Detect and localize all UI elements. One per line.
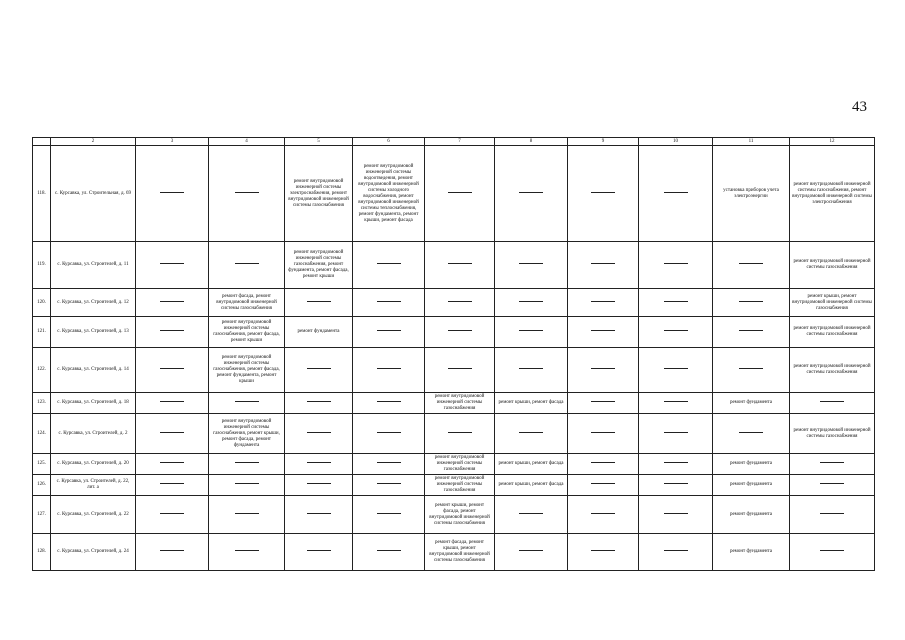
empty-dash-cell xyxy=(353,348,425,393)
empty-dash-cell xyxy=(568,454,639,475)
dash-mark xyxy=(664,462,688,463)
table-row xyxy=(33,289,875,317)
empty-dash-cell xyxy=(136,534,209,571)
work-type-cell: установка приборов учета электроэнергии xyxy=(713,146,790,242)
empty-dash-cell xyxy=(713,289,790,317)
row-number: 118. xyxy=(33,146,51,242)
dash-mark xyxy=(307,432,331,433)
empty-dash-cell xyxy=(425,414,495,454)
empty-dash-cell xyxy=(713,242,790,289)
empty-dash-cell xyxy=(136,496,209,534)
empty-dash-cell xyxy=(568,393,639,414)
dash-mark xyxy=(235,513,259,514)
empty-dash-cell xyxy=(136,242,209,289)
work-type-cell: ремонт крыши, ремонт фасада xyxy=(495,475,568,496)
dash-mark xyxy=(664,368,688,369)
work-type-cell: ремонт фундамента xyxy=(713,475,790,496)
empty-dash-cell xyxy=(136,454,209,475)
page-number: 43 xyxy=(852,99,867,115)
empty-dash-cell xyxy=(209,496,285,534)
dash-mark xyxy=(519,550,543,551)
empty-dash-cell xyxy=(136,348,209,393)
dash-mark xyxy=(519,301,543,302)
work-type-cell: ремонт крыши, ремонт фасада xyxy=(495,454,568,475)
dash-mark xyxy=(160,401,184,402)
table-row xyxy=(33,414,875,454)
dash-mark xyxy=(307,368,331,369)
work-type-cell: ремонт фундамента xyxy=(285,317,353,348)
dash-mark xyxy=(591,513,615,514)
empty-dash-cell xyxy=(353,289,425,317)
dash-mark xyxy=(307,462,331,463)
column-number-cell: 2 xyxy=(51,138,136,146)
empty-dash-cell xyxy=(713,317,790,348)
dash-mark xyxy=(591,432,615,433)
dash-mark xyxy=(820,462,844,463)
dash-mark xyxy=(820,401,844,402)
dash-mark xyxy=(448,192,472,193)
empty-dash-cell xyxy=(285,348,353,393)
empty-dash-cell xyxy=(639,454,713,475)
empty-dash-cell xyxy=(209,534,285,571)
table-row xyxy=(33,146,875,242)
empty-dash-cell xyxy=(495,146,568,242)
row-number: 122. xyxy=(33,348,51,393)
empty-dash-cell xyxy=(790,475,875,496)
work-type-cell: ремонт внутридомовой инженерной системы газоснабжения xyxy=(425,454,495,475)
address-cell: с. Курсавка, ул. Строительная, д. 69 xyxy=(51,146,136,242)
empty-dash-cell xyxy=(285,454,353,475)
empty-dash-cell xyxy=(425,289,495,317)
row-number: 124. xyxy=(33,414,51,454)
dash-mark xyxy=(377,368,401,369)
empty-dash-cell xyxy=(639,496,713,534)
dash-mark xyxy=(739,368,763,369)
dash-mark xyxy=(664,550,688,551)
empty-dash-cell xyxy=(713,348,790,393)
empty-dash-cell xyxy=(713,414,790,454)
work-type-cell: ремонт внутридомовой инженерной системы газоснабжения xyxy=(790,317,875,348)
dash-mark xyxy=(377,401,401,402)
dash-mark xyxy=(235,462,259,463)
dash-mark xyxy=(820,513,844,514)
empty-dash-cell xyxy=(285,289,353,317)
empty-dash-cell xyxy=(285,496,353,534)
dash-mark xyxy=(739,263,763,264)
row-number: 123. xyxy=(33,393,51,414)
dash-mark xyxy=(591,368,615,369)
work-type-cell: ремонт фундамента xyxy=(713,496,790,534)
work-type-cell: ремонт внутридомовой инженерной системы газоснабжения, ремонт фасада, ремонт крыши xyxy=(209,317,285,348)
dash-mark xyxy=(591,462,615,463)
dash-mark xyxy=(591,330,615,331)
dash-mark xyxy=(160,432,184,433)
dash-mark xyxy=(664,301,688,302)
row-number: 120. xyxy=(33,289,51,317)
dash-mark xyxy=(377,513,401,514)
empty-dash-cell xyxy=(353,454,425,475)
column-number-cell: 9 xyxy=(568,138,639,146)
empty-dash-cell xyxy=(495,317,568,348)
work-type-cell: ремонт фасада, ремонт крыши, ремонт внутридомовой инженерной системы газоснабжения xyxy=(425,534,495,571)
dash-mark xyxy=(307,550,331,551)
empty-dash-cell xyxy=(285,534,353,571)
row-number: 119. xyxy=(33,242,51,289)
address-cell: с. Курсавка, ул. Строителей, д. 22 xyxy=(51,496,136,534)
dash-mark xyxy=(160,550,184,551)
work-type-cell: ремонт фасада, ремонт внутридомовой инженерной системы газоснабжения xyxy=(209,289,285,317)
work-type-cell: ремонт крыши, ремонт фасада xyxy=(495,393,568,414)
row-number: 121. xyxy=(33,317,51,348)
dash-mark xyxy=(307,483,331,484)
address-cell: с. Курсавка, ул. Строителей, д. 11 xyxy=(51,242,136,289)
empty-dash-cell xyxy=(285,393,353,414)
address-cell: с. Курсавка, ул. Строителей, д. 13 xyxy=(51,317,136,348)
empty-dash-cell xyxy=(353,414,425,454)
work-type-cell: ремонт внутридомовой инженерной системы газоснабжения, ремонт внутридомовой инженерной системы электроснабжения xyxy=(790,146,875,242)
column-number-cell: 6 xyxy=(353,138,425,146)
dash-mark xyxy=(307,301,331,302)
dash-mark xyxy=(739,301,763,302)
repair-schedule-table xyxy=(32,137,875,571)
dash-mark xyxy=(448,330,472,331)
empty-dash-cell xyxy=(790,496,875,534)
dash-mark xyxy=(160,330,184,331)
dash-mark xyxy=(664,401,688,402)
column-number-cell: 5 xyxy=(285,138,353,146)
empty-dash-cell xyxy=(209,475,285,496)
dash-mark xyxy=(664,483,688,484)
work-type-cell: ремонт внутридомовой инженерной системы газоснабжения xyxy=(790,242,875,289)
address-cell: с. Курсавка, ул. Строителей, д. 14 xyxy=(51,348,136,393)
dash-mark xyxy=(591,301,615,302)
column-number-cell: 12 xyxy=(790,138,875,146)
table-row xyxy=(33,534,875,571)
dash-mark xyxy=(377,301,401,302)
address-cell: с. Курсавка, ул. Строителей, д. 18 xyxy=(51,393,136,414)
empty-dash-cell xyxy=(285,475,353,496)
empty-dash-cell xyxy=(425,348,495,393)
dash-mark xyxy=(448,301,472,302)
work-type-cell: ремонт внутридомовой инженерной системы электроснабжения, ремонт внутридомовой инженерной системы газоснабжения xyxy=(285,146,353,242)
work-type-cell: ремонт внутридомовой инженерной системы водоотведения, ремонт внутридомовой инженерной системы холодного водоснабжения, ремонт внутридомовой инженерной системы теплоснабжения, ремонт фундамента, ремонт крыши, ремонт фасада xyxy=(353,146,425,242)
empty-dash-cell xyxy=(495,414,568,454)
dash-mark xyxy=(591,483,615,484)
work-type-cell: ремонт внутридомовой инженерной системы газоснабжения xyxy=(425,475,495,496)
empty-dash-cell xyxy=(353,393,425,414)
address-cell: с. Курсавка, ул. Строителей, д. 2 xyxy=(51,414,136,454)
dash-mark xyxy=(519,368,543,369)
dash-mark xyxy=(160,263,184,264)
empty-dash-cell xyxy=(790,393,875,414)
empty-dash-cell xyxy=(568,289,639,317)
empty-dash-cell xyxy=(790,534,875,571)
table-row xyxy=(33,475,875,496)
table-row xyxy=(33,242,875,289)
empty-dash-cell xyxy=(639,414,713,454)
dash-mark xyxy=(519,263,543,264)
table-row xyxy=(33,496,875,534)
empty-dash-cell xyxy=(285,414,353,454)
empty-dash-cell xyxy=(209,146,285,242)
dash-mark xyxy=(739,330,763,331)
dash-mark xyxy=(519,330,543,331)
dash-mark xyxy=(448,368,472,369)
empty-dash-cell xyxy=(639,242,713,289)
dash-mark xyxy=(235,401,259,402)
dash-mark xyxy=(235,550,259,551)
dash-mark xyxy=(160,368,184,369)
empty-dash-cell xyxy=(639,289,713,317)
empty-dash-cell xyxy=(353,496,425,534)
work-type-cell: ремонт внутридомовой инженерной системы газоснабжения, ремонт фасада, ремонт фундамента, ремонт крыши xyxy=(209,348,285,393)
dash-mark xyxy=(591,263,615,264)
empty-dash-cell xyxy=(495,289,568,317)
dash-mark xyxy=(519,513,543,514)
dash-mark xyxy=(519,432,543,433)
empty-dash-cell xyxy=(495,496,568,534)
dash-mark xyxy=(591,192,615,193)
dash-mark xyxy=(591,550,615,551)
empty-dash-cell xyxy=(209,393,285,414)
dash-mark xyxy=(377,550,401,551)
dash-mark xyxy=(664,330,688,331)
work-type-cell: ремонт фундамента xyxy=(713,534,790,571)
work-type-cell: ремонт внутридомовой инженерной системы газоснабжения xyxy=(790,348,875,393)
empty-dash-cell xyxy=(353,534,425,571)
column-number-cell xyxy=(33,138,51,146)
dash-mark xyxy=(307,401,331,402)
empty-dash-cell xyxy=(495,534,568,571)
empty-dash-cell xyxy=(568,496,639,534)
empty-dash-cell xyxy=(568,414,639,454)
dash-mark xyxy=(235,192,259,193)
table-row xyxy=(33,348,875,393)
empty-dash-cell xyxy=(639,534,713,571)
empty-dash-cell xyxy=(136,289,209,317)
empty-dash-cell xyxy=(136,475,209,496)
dash-mark xyxy=(377,432,401,433)
column-number-cell: 7 xyxy=(425,138,495,146)
empty-dash-cell xyxy=(425,146,495,242)
empty-dash-cell xyxy=(639,317,713,348)
dash-mark xyxy=(160,513,184,514)
empty-dash-cell xyxy=(495,242,568,289)
dash-mark xyxy=(235,483,259,484)
empty-dash-cell xyxy=(495,348,568,393)
dash-mark xyxy=(519,192,543,193)
table-row xyxy=(33,454,875,475)
empty-dash-cell xyxy=(136,414,209,454)
dash-mark xyxy=(377,483,401,484)
dash-mark xyxy=(448,432,472,433)
dash-mark xyxy=(160,483,184,484)
dash-mark xyxy=(448,263,472,264)
empty-dash-cell xyxy=(568,348,639,393)
empty-dash-cell xyxy=(136,393,209,414)
empty-dash-cell xyxy=(568,534,639,571)
dash-mark xyxy=(377,263,401,264)
table-row xyxy=(33,317,875,348)
empty-dash-cell xyxy=(209,242,285,289)
empty-dash-cell xyxy=(209,454,285,475)
row-number: 127. xyxy=(33,496,51,534)
row-number: 128. xyxy=(33,534,51,571)
empty-dash-cell xyxy=(639,146,713,242)
address-cell: с. Курсавка, ул. Строителей, д. 24 xyxy=(51,534,136,571)
work-type-cell: ремонт крыши, ремонт фасада, ремонт внутридомовой инженерной системы газоснабжения xyxy=(425,496,495,534)
table-row xyxy=(33,393,875,414)
dash-mark xyxy=(377,462,401,463)
dash-mark xyxy=(160,301,184,302)
empty-dash-cell xyxy=(568,317,639,348)
address-cell: с. Курсавка, ул. Строителей, д. 22, лит. а xyxy=(51,475,136,496)
empty-dash-cell xyxy=(639,393,713,414)
column-number-header-row xyxy=(33,138,875,146)
column-number-cell: 8 xyxy=(495,138,568,146)
dash-mark xyxy=(307,513,331,514)
dash-mark xyxy=(664,263,688,264)
column-number-cell: 3 xyxy=(136,138,209,146)
row-number: 126. xyxy=(33,475,51,496)
work-type-cell: ремонт внутридомовой инженерной системы газоснабжения, ремонт крыши, ремонт фасада, ремонт фундамента xyxy=(209,414,285,454)
empty-dash-cell xyxy=(353,475,425,496)
empty-dash-cell xyxy=(568,146,639,242)
work-type-cell: ремонт фундамента xyxy=(713,454,790,475)
column-number-cell: 4 xyxy=(209,138,285,146)
empty-dash-cell xyxy=(136,317,209,348)
column-number-cell: 10 xyxy=(639,138,713,146)
empty-dash-cell xyxy=(425,317,495,348)
dash-mark xyxy=(160,462,184,463)
empty-dash-cell xyxy=(790,454,875,475)
dash-mark xyxy=(664,513,688,514)
empty-dash-cell xyxy=(353,317,425,348)
work-type-cell: ремонт крыши, ремонт внутридомовой инженерной системы газоснабжения xyxy=(790,289,875,317)
dash-mark xyxy=(820,550,844,551)
empty-dash-cell xyxy=(568,475,639,496)
empty-dash-cell xyxy=(568,242,639,289)
dash-mark xyxy=(739,432,763,433)
dash-mark xyxy=(591,401,615,402)
dash-mark xyxy=(160,192,184,193)
empty-dash-cell xyxy=(136,146,209,242)
address-cell: с. Курсавка, ул. Строителей, д. 20 xyxy=(51,454,136,475)
dash-mark xyxy=(235,263,259,264)
dash-mark xyxy=(820,483,844,484)
address-cell: с. Курсавка, ул. Строителей, д. 12 xyxy=(51,289,136,317)
dash-mark xyxy=(664,432,688,433)
work-type-cell: ремонт внутридомовой инженерной системы газоснабжения xyxy=(425,393,495,414)
empty-dash-cell xyxy=(425,242,495,289)
empty-dash-cell xyxy=(639,475,713,496)
row-number: 125. xyxy=(33,454,51,475)
column-number-cell: 11 xyxy=(713,138,790,146)
work-type-cell: ремонт фундамента xyxy=(713,393,790,414)
dash-mark xyxy=(664,192,688,193)
dash-mark xyxy=(377,330,401,331)
empty-dash-cell xyxy=(353,242,425,289)
empty-dash-cell xyxy=(639,348,713,393)
work-type-cell: ремонт внутридомовой инженерной системы газоснабжения xyxy=(790,414,875,454)
work-type-cell: ремонт внутридомовой инженерной системы газоснабжения, ремонт фундамента, ремонт фасада, ремонт крыши xyxy=(285,242,353,289)
